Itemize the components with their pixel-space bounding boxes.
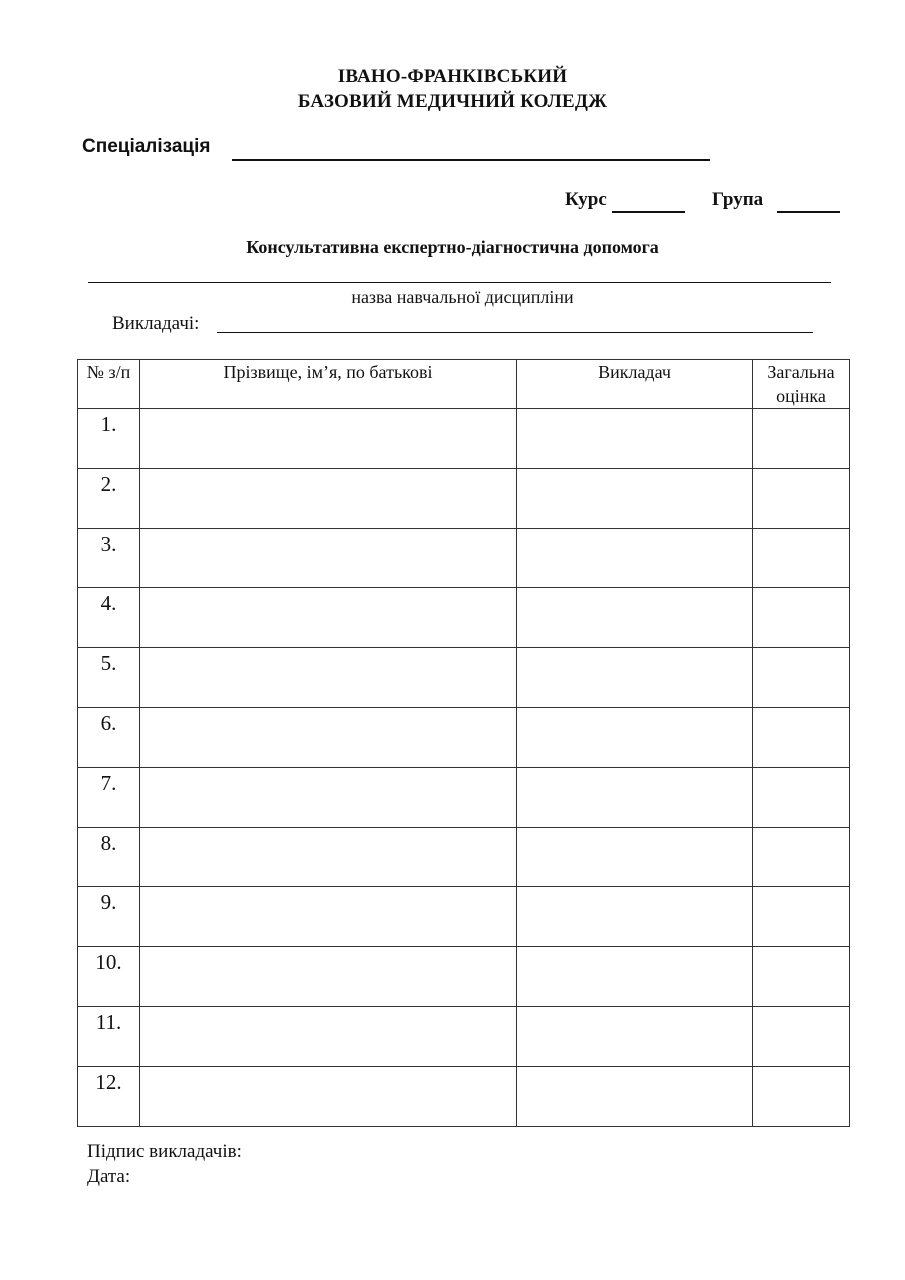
header-number: № з/п: [78, 360, 140, 409]
header-teacher: Викладач: [517, 360, 753, 409]
table-row: [78, 767, 850, 827]
overall-grade-cell[interactable]: [753, 528, 850, 588]
teacher-cell[interactable]: [517, 767, 753, 827]
row-number-cell: 8.: [78, 827, 140, 887]
table-row: [78, 648, 850, 708]
student-name-cell[interactable]: [140, 1066, 517, 1126]
overall-grade-cell[interactable]: [753, 947, 850, 1007]
student-name-cell[interactable]: [140, 528, 517, 588]
table-row: [78, 707, 850, 767]
table-row: [78, 827, 850, 887]
teacher-cell[interactable]: [517, 1006, 753, 1066]
table-row: [78, 887, 850, 947]
table-header-row: [78, 360, 850, 409]
row-number-cell: 2.: [78, 468, 140, 528]
table-row: [78, 528, 850, 588]
overall-grade-cell[interactable]: [753, 1066, 850, 1126]
institution-name-line1: ІВАНО-ФРАНКІВСЬКИЙ: [337, 66, 568, 87]
teacher-cell[interactable]: [517, 468, 753, 528]
teacher-cell[interactable]: [517, 648, 753, 708]
student-name-cell[interactable]: [140, 648, 517, 708]
teacher-cell[interactable]: [517, 827, 753, 887]
student-name-cell[interactable]: [140, 1006, 517, 1066]
table-row: [78, 947, 850, 1007]
student-grade-table: [77, 359, 850, 1127]
teacher-cell[interactable]: [517, 588, 753, 648]
teacher-cell[interactable]: [517, 1066, 753, 1126]
row-number-cell: 1.: [78, 409, 140, 469]
row-number-cell: 7.: [78, 767, 140, 827]
course-year-field-line[interactable]: [612, 211, 685, 213]
row-number-cell: 3.: [78, 528, 140, 588]
specialization-label: Спеціалізація: [82, 136, 211, 157]
row-number-cell: 10.: [78, 947, 140, 1007]
institution-name-line2: БАЗОВИЙ МЕДИЧНИЙ КОЛЕДЖ: [297, 91, 608, 112]
student-name-cell[interactable]: [140, 827, 517, 887]
discipline-underline: [88, 282, 831, 283]
header-full-name: Прізвище, ім’я, по батькові: [140, 360, 517, 409]
overall-grade-cell[interactable]: [753, 588, 850, 648]
course-year-label: Курс: [565, 189, 607, 210]
overall-grade-cell[interactable]: [753, 409, 850, 469]
teacher-cell[interactable]: [517, 707, 753, 767]
overall-grade-cell[interactable]: [753, 468, 850, 528]
header-overall-grade: Загальна оцінка: [753, 360, 850, 409]
date-label: Дата:: [87, 1166, 131, 1187]
overall-grade-cell[interactable]: [753, 887, 850, 947]
table-row: [78, 1066, 850, 1126]
student-name-cell[interactable]: [140, 887, 517, 947]
table-row: [78, 409, 850, 469]
group-label: Група: [712, 189, 764, 210]
row-number-cell: 4.: [78, 588, 140, 648]
row-number-cell: 11.: [78, 1006, 140, 1066]
specialization-field-line[interactable]: [232, 159, 710, 161]
row-number-cell: 9.: [78, 887, 140, 947]
overall-grade-cell[interactable]: [753, 767, 850, 827]
row-number-cell: 5.: [78, 648, 140, 708]
row-number-cell: 6.: [78, 707, 140, 767]
student-name-cell[interactable]: [140, 409, 517, 469]
overall-grade-cell[interactable]: [753, 648, 850, 708]
teachers-field-line[interactable]: [217, 332, 813, 333]
row-number-cell: 12.: [78, 1066, 140, 1126]
teachers-label: Викладачі:: [112, 313, 200, 334]
teacher-cell[interactable]: [517, 528, 753, 588]
student-name-cell[interactable]: [140, 588, 517, 648]
teacher-cell[interactable]: [517, 947, 753, 1007]
overall-grade-cell[interactable]: [753, 707, 850, 767]
discipline-title: Консультативна експертно-діагностична допомога: [246, 237, 659, 257]
student-name-cell[interactable]: [140, 947, 517, 1007]
teachers-signature-label: Підпис викладачів:: [87, 1141, 242, 1162]
teacher-cell[interactable]: [517, 887, 753, 947]
teacher-cell[interactable]: [517, 409, 753, 469]
group-field-line[interactable]: [777, 211, 840, 213]
student-name-cell[interactable]: [140, 707, 517, 767]
table-row: [78, 468, 850, 528]
discipline-caption: назва навчальної дисципліни: [351, 287, 574, 307]
student-name-cell[interactable]: [140, 468, 517, 528]
overall-grade-cell[interactable]: [753, 827, 850, 887]
table-row: [78, 588, 850, 648]
student-name-cell[interactable]: [140, 767, 517, 827]
overall-grade-cell[interactable]: [753, 1006, 850, 1066]
table-row: [78, 1006, 850, 1066]
